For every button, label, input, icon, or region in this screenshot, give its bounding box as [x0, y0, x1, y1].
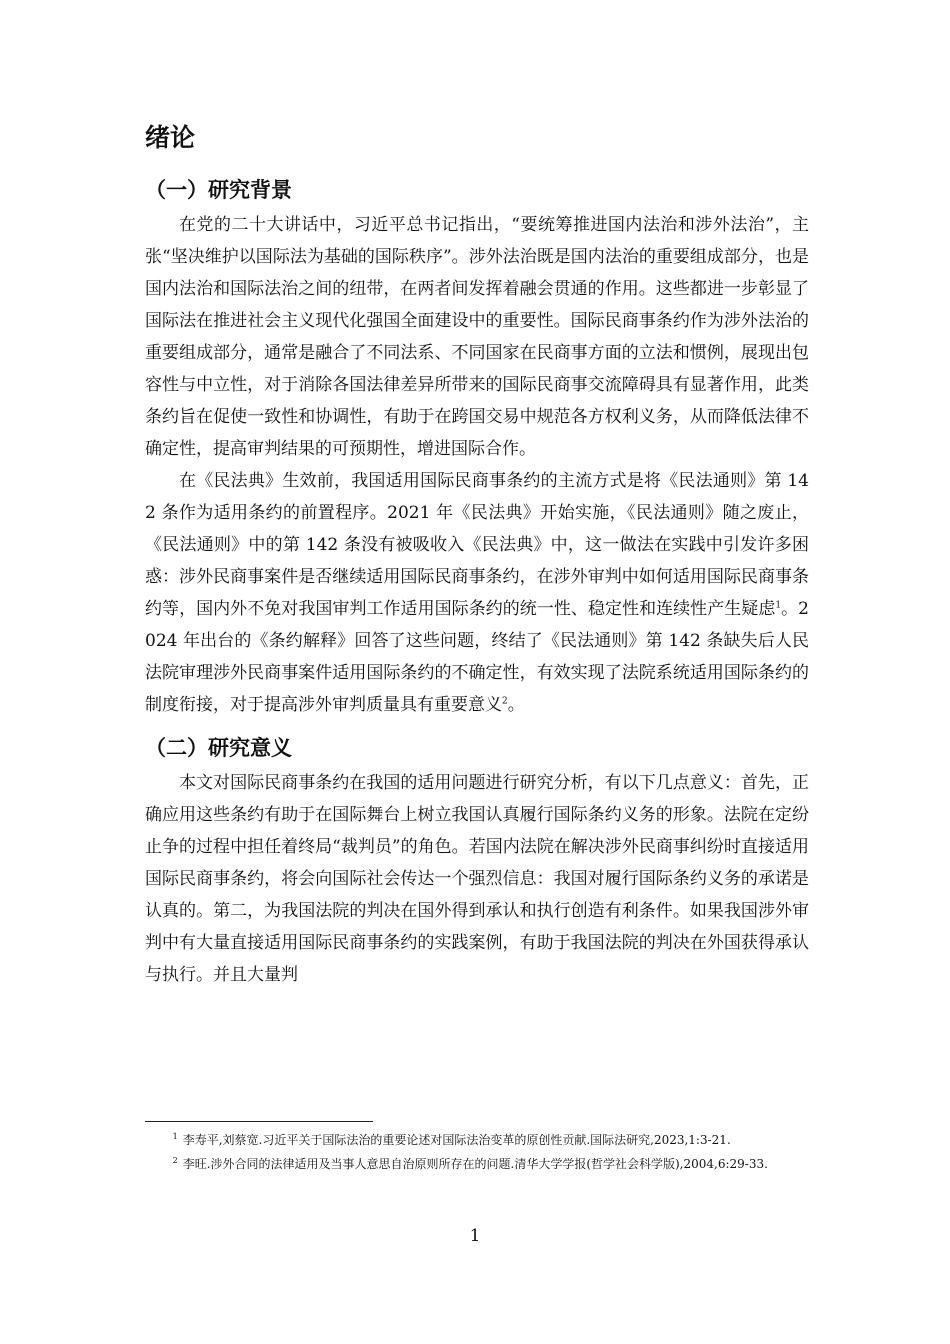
footnote-divider	[145, 1121, 373, 1122]
section-heading-significance: （二）研究意义	[145, 735, 292, 760]
footnote-mark: 1	[172, 1132, 178, 1141]
footnote-1	[145, 1128, 809, 1152]
footnote-ref-1[interactable]: 1	[775, 600, 782, 611]
footnote-text: 李寿平,刘蔡宽.习近平关于国际法治的重要论述对国际法治变革的原创性贡献.国际法研究,2023,1:3-21.	[182, 1133, 731, 1147]
paragraph-text: 。2024 年出台的《条约解释》回答了这些问题，终结了《民法通则》第 142 条缺失后人民法院审理涉外民商事案件适用国际条约的不确定性，有效实现了法院系统适用国际条约的制度衔接，对于提高涉外审判质量具有重要意义	[145, 598, 809, 715]
footnotes	[145, 1128, 809, 1176]
paragraph-background-2	[145, 465, 809, 721]
footnote-mark: 2	[172, 1156, 178, 1165]
section-heading-background: （一）研究背景	[145, 177, 292, 202]
paragraph-background-1: 在党的二十大讲话中，习近平总书记指出，“要统筹推进国内法治和涉外法治”，主张“坚决维护以国际法为基础的国际秩序”。涉外法治既是国内法治的重要组成部分，也是国内法治和国际法治之间的纽带，在两者间发挥着融会贯通的作用。这些都进一步彰显了国际法在推进社会主义现代化强国全面建设中的重要性。国际民商事条约作为涉外法治的重要组成部分，通常是融合了不同法系、不同国家在民商事方面的立法和惯例，展现出包容性与中立性，对于消除各国法律差异所带来的国际民商事交流障碍具有显著作用，此类条约旨在促使一致性和协调性，有助于在跨国交易中规范各方权利义务，从而降低法律不确定性，提高审判结果的可预期性，增进国际合作。	[145, 214, 809, 459]
paragraph-significance-1: 本文对国际民商事条约在我国的适用问题进行研究分析，有以下几点意义：首先，正确应用这些条约有助于在国际舞台上树立我国认真履行国际条约义务的形象。法院在定纷止争的过程中担任着终局“裁判员”的角色。若国内法院在解决涉外民商事纠纷时直接适用国际民商事条约，将会向国际社会传达一个强烈信息：我国对履行国际条约义务的承诺是认真的。第二，为我国法院的判决在国外得到承认和执行创造有利条件。如果我国涉外审判中有大量直接适用国际民商事条约的实践案例，有助于我国法院的判决在外国获得承认与执行。并且大量判	[145, 773, 809, 986]
chapter-title: 绪论	[145, 123, 196, 152]
page-number: 1	[469, 1226, 481, 1246]
footnote-2	[145, 1152, 809, 1176]
footnote-text: 李旺.涉外合同的法律适用及当事人意思自治原则所存在的问题.清华大学学报(哲学社会科学版),2004,6:29-33.	[182, 1157, 768, 1171]
paragraph-text: 在《民法典》生效前，我国适用国际民商事条约的主流方式是将《民法通则》第 142 条作为适用条约的前置程序。2021 年《民法典》开始实施，《民法通则》随之废止，《民法通则》中的第 142 条没有被吸收入《民法典》中，这一做法在实践中引发许多困惑：涉外民商事案件是否继续适用国际民商事条约，在涉外审判中如何适用国际民商事条约等，国内外不免对我国审判工作适用国际条约的统一性、稳定性和连续性产生疑虑	[145, 470, 809, 619]
main-content	[145, 122, 809, 991]
paragraph-text: 。	[507, 694, 525, 715]
footnote-ref-2[interactable]: 2	[502, 696, 508, 707]
